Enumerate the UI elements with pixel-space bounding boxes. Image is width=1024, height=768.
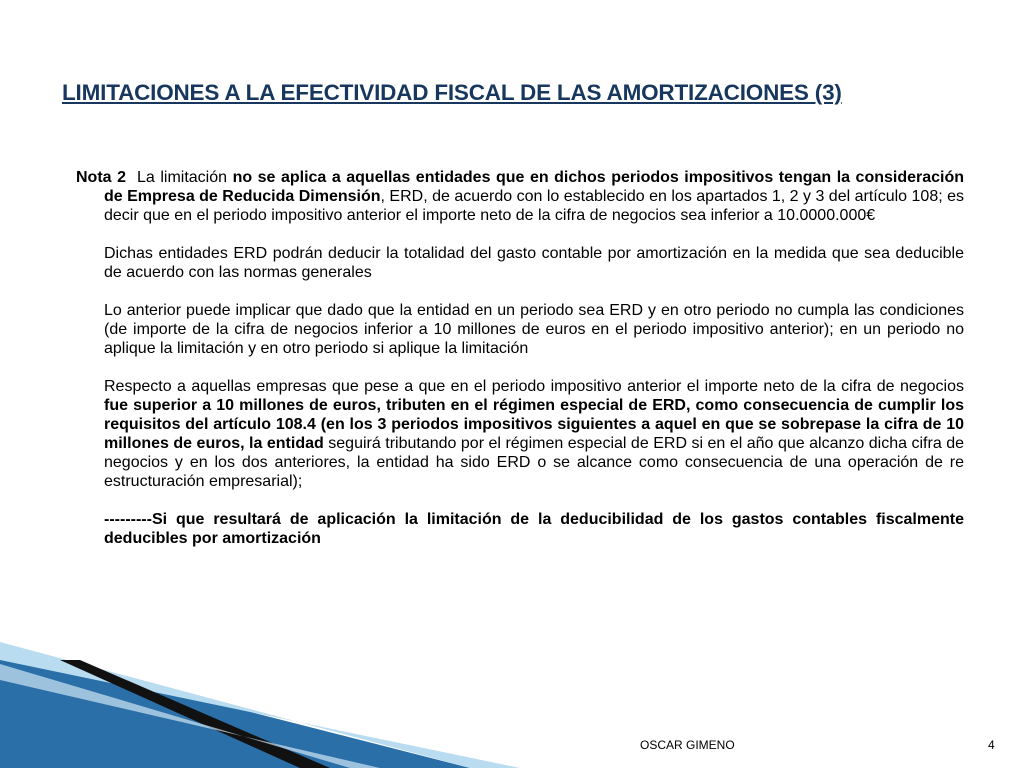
nota-label: Nota 2 [76,169,126,186]
paragraph-erd-deduction: Dichas entidades ERD podrán deducir la totalidad del gasto contable por amortización en la medida que sea deducible de acuerdo con las normas generales [104,245,964,281]
nota-text-2: , ERD, de acuerdo con lo establecido en los apartados 1, 2 y 3 del artículo 108; es decir que en el periodo impositivo anterior el importe neto de la cifra de negocios sea inferior a 10.0000.000€ [104,188,964,224]
p4-text-2: seguirá tributando por el régimen especial de ERD si en el año que alcanzo dicha cifra de negocios y en los dos anteriores, la entidad ha sido ERD o se alcance como consecuencia de una operación de re estructuración empresarial); [104,435,965,490]
p4-text-1: Respecto a aquellas empresas que pese a que en el periodo impositivo anterior el importe neto de la cifra de negocios [104,378,964,395]
paragraph-large-companies [62,377,964,491]
slide-body [62,168,964,567]
nota-text-1: La limitación [137,169,228,186]
paragraph-erd-period: Lo anterior puede implicar que dado que la entidad en un periodo sea ERD y en otro periodo no cumpla las condiciones (de importe de la cifra de negocios inferior a 10 millones de euros en el periodo impositivo anterior); en un periodo no aplique la limitación y en otro periodo si aplique la limitación [104,302,964,357]
paragraph-nota-2 [62,168,964,225]
page-number: 4 [988,738,995,752]
paragraph-conclusion [62,510,964,548]
nota-bold-1: no se aplica a aquellas entidades que en dichos periodos impositivos tengan la consideración de Empresa de Reducida Dimensión [104,169,965,205]
decorative-corner-shapes [0,620,520,768]
slide-title: LIMITACIONES A LA EFECTIVIDAD FISCAL DE LAS AMORTIZACIONES (3) [62,80,842,105]
conclusion-bold: ---------Si que resultará de aplicación la limitación de la deducibilidad de los gastos contables fiscalmente deducibles por amortización [104,511,964,547]
p4-bold-1: fue superior a 10 millones de euros, tributen en el régimen especial de ERD, como consecuencia de cumplir los requisitos del artículo 108.4 (en los 3 periodos impositivos siguientes a aquel en que se sobrepase la cifra de 10 millones de euros, la entidad [104,397,964,452]
footer-author: OSCAR GIMENO [640,738,735,752]
